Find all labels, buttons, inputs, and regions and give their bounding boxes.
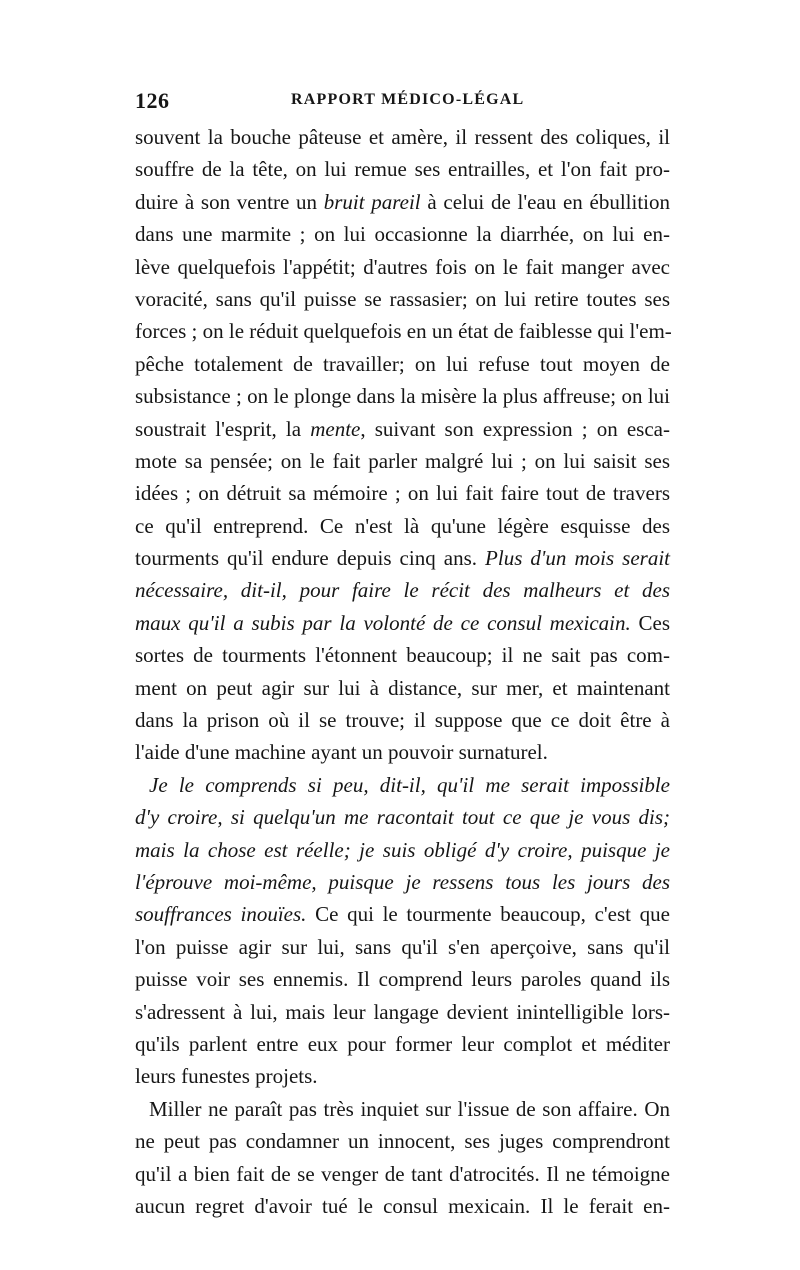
text-line <box>135 283 670 315</box>
text-segment: à celui de l'eau en ébullition <box>420 189 670 214</box>
text-segment: duire à son ventre un <box>135 189 324 214</box>
text-segment: ment on peut agir sur lui à distance, sur mer, et maintenant <box>135 675 670 700</box>
text-line <box>135 898 670 930</box>
text-line <box>135 639 670 671</box>
text-segment: Ces <box>630 610 671 635</box>
italic-text-segment: nécessaire, dit-il, pour faire le récit des malheurs et des <box>135 578 670 603</box>
text-segment: Miller ne paraît pas très inquiet sur l'issue de son affaire. On <box>149 1096 670 1121</box>
text-segment: mote sa pensée; on le fait parler malgré lui ; on lui saisit ses <box>135 448 670 473</box>
text-segment: tourments qu'il endure depuis cinq ans. <box>135 546 486 571</box>
text-segment: idées ; on détruit sa mémoire ; on lui fait faire tout de travers <box>135 481 670 506</box>
text-segment: , suivant son expression ; on esca- <box>360 416 670 441</box>
text-line <box>135 251 670 283</box>
text-line <box>135 801 670 833</box>
text-line <box>135 477 670 509</box>
text-line <box>135 672 670 704</box>
text-line <box>135 218 670 250</box>
text-segment: l'on puisse agir sur lui, sans qu'il s'en aperçoive, sans qu'il <box>135 934 670 959</box>
text-line <box>135 510 670 542</box>
text-line <box>135 704 670 736</box>
text-line <box>135 1093 670 1125</box>
text-segment: leurs funestes projets. <box>135 1064 318 1089</box>
text-line <box>135 348 670 380</box>
text-line <box>135 1158 670 1190</box>
text-segment: subsistance ; on le plonge dans la misère la plus affreuse; on lui <box>135 384 670 409</box>
text-line <box>135 931 670 963</box>
text-segment: Ce qui le tourmente beaucoup, c'est que <box>306 902 670 927</box>
italic-text-segment: mente <box>310 416 361 441</box>
text-line <box>135 736 670 768</box>
text-segment: pêche totalement de travailler; on lui refuse tout moyen de <box>135 351 670 376</box>
text-segment: lève quelquefois l'appétit; d'autres fois on le fait manger avec <box>135 254 670 279</box>
italic-text-segment: souffrances inouïes. <box>135 902 307 927</box>
italic-text-segment: d'y croire, si quelqu'un me racontait tout ce que je vous dis; <box>135 805 670 830</box>
text-line <box>135 866 670 898</box>
text-line <box>135 1028 670 1060</box>
text-segment: voracité, sans qu'il puisse se rassasier; on lui retire toutes ses <box>135 286 670 311</box>
text-segment: ce qu'il entreprend. Ce n'est là qu'une légère esquisse des <box>135 513 670 538</box>
text-segment: l'aide d'une machine ayant un pouvoir surnaturel. <box>135 740 548 765</box>
italic-text-segment: bruit pareil <box>323 189 421 214</box>
body-text <box>135 121 670 1222</box>
text-segment: dans la prison où il se trouve; il suppose que ce doit être à <box>135 708 670 733</box>
italic-text-segment: mais la chose est réelle; je suis obligé d'y croire, puisque je <box>135 837 670 862</box>
text-line <box>135 186 670 218</box>
text-line <box>135 413 670 445</box>
text-line <box>135 834 670 866</box>
italic-text-segment: l'éprouve moi-même, puisque je ressens tous les jours des <box>135 869 670 894</box>
italic-text-segment: Plus d'un mois serait <box>485 546 670 571</box>
text-line <box>135 153 670 185</box>
text-line <box>135 769 670 801</box>
text-segment: s'adressent à lui, mais leur langage devient inintelligible lors- <box>135 999 670 1024</box>
running-title: RAPPORT MÉDICO-LÉGAL <box>291 91 525 108</box>
italic-text-segment: maux qu'il a subis par la volonté de ce consul mexicain. <box>135 610 631 635</box>
text-line <box>135 607 670 639</box>
text-line <box>135 1125 670 1157</box>
text-segment: dans une marmite ; on lui occasionne la diarrhée, on lui en- <box>135 222 670 247</box>
text-line <box>135 996 670 1028</box>
text-line <box>135 121 670 153</box>
text-line <box>135 574 670 606</box>
text-line <box>135 380 670 412</box>
text-line <box>135 1190 670 1222</box>
text-segment: soustrait l'esprit, la <box>135 416 311 441</box>
page-number: 126 <box>135 88 170 113</box>
text-segment: qu'ils parlent entre eux pour former leur complot et méditer <box>135 1031 670 1056</box>
italic-text-segment: Je le comprends si peu, dit-il, qu'il me serait impossible <box>149 772 670 797</box>
text-line <box>135 542 670 574</box>
text-segment: ne peut pas condamner un innocent, ses juges comprendront <box>135 1129 670 1154</box>
text-segment: qu'il a bien fait de se venger de tant d'atrocités. Il ne témoigne <box>135 1161 670 1186</box>
text-segment: forces ; on le réduit quelquefois en un état de faiblesse qui l'em- <box>135 319 672 344</box>
text-segment: souvent la bouche pâteuse et amère, il ressent des coliques, il <box>135 125 670 149</box>
text-line <box>135 963 670 995</box>
text-segment: puisse voir ses ennemis. Il comprend leurs paroles quand ils <box>135 967 670 992</box>
text-line <box>135 445 670 477</box>
text-segment: aucun regret d'avoir tué le consul mexicain. Il le ferait en- <box>135 1193 670 1218</box>
text-segment: sortes de tourments l'étonnent beaucoup; il ne sait pas com- <box>135 643 670 668</box>
text-segment: souffre de la tête, on lui remue ses entrailles, et l'on fait pro- <box>135 157 670 182</box>
running-head <box>135 88 670 116</box>
text-line <box>135 1060 670 1092</box>
text-line <box>135 315 670 347</box>
